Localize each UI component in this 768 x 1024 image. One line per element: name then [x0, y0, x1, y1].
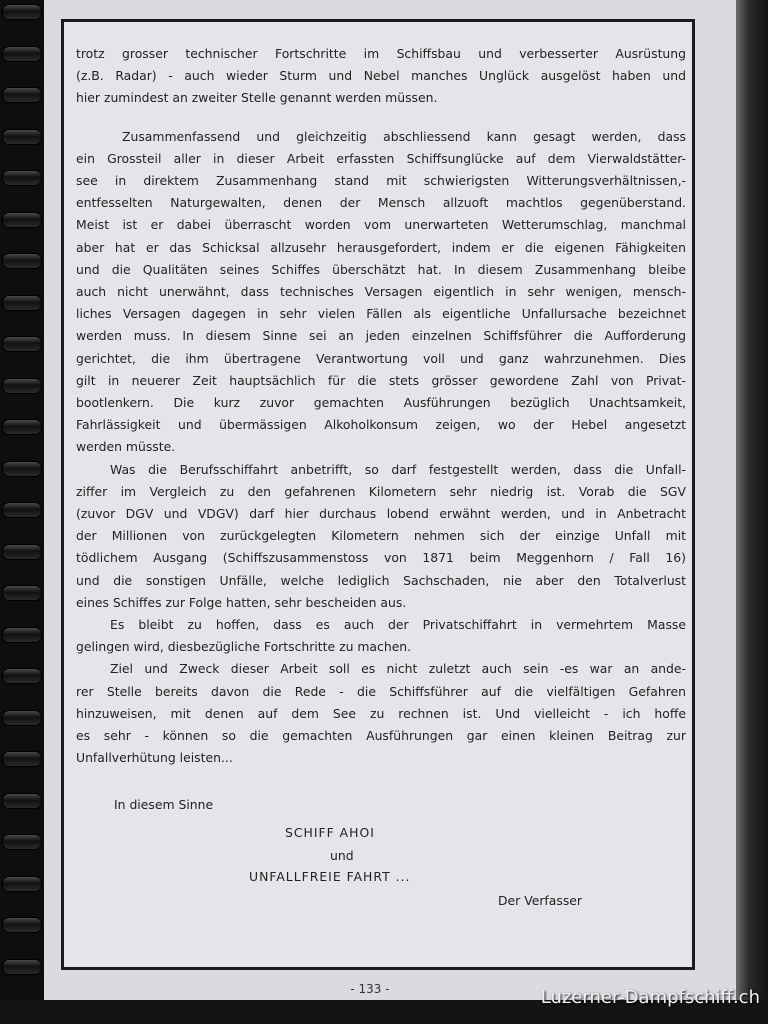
text-line: ein Grossteil aller in dieser Arbeit erfassten Schiffsunglücke auf dem Vierwaldstätter- — [76, 150, 686, 166]
binding-ring — [2, 46, 42, 62]
binding-ring — [2, 212, 42, 228]
text-line: gerichtet, die ihm übertragene Verantwortung voll und ganz wahrzunehmen. Dies — [76, 350, 686, 366]
binding-ring — [2, 917, 42, 933]
paragraph-3 — [76, 459, 686, 614]
binding-ring — [2, 87, 42, 103]
signature: Der Verfasser — [498, 893, 583, 908]
text-line: rer Stelle bereits davon die Rede - die Schiffsführer auf die vielfältigen Gefahren — [76, 683, 686, 699]
page-number: - 133 - — [350, 982, 390, 996]
paragraph-1 — [76, 43, 686, 110]
text-line: gilt in neuerer Zeit hauptsächlich für die stets grösser gewordene Zahl von Privat- — [76, 372, 686, 388]
page-edge-shadow — [736, 0, 768, 1000]
text-line: ziffer im Vergleich zu den gefahrenen Kilometern sehr niedrig ist. Vorab die SGV — [76, 483, 686, 499]
text-line: aber hat er das Schicksal allzusehr herausgefordert, indem er die eigenen Fähigkeiten — [76, 239, 686, 255]
document-body — [76, 43, 686, 770]
binding-ring — [2, 295, 42, 311]
binding-ring — [2, 876, 42, 892]
text-line: der Millionen von zurückgelegten Kilometern nehmen sich der einzige Unfall mit — [76, 528, 686, 544]
text-line: eines Schiffes zur Folge hatten, sehr bescheiden aus. — [76, 594, 407, 610]
paragraph-2 — [76, 126, 686, 459]
paragraph-5 — [76, 658, 686, 769]
binding-ring — [2, 4, 42, 20]
binding-ring — [2, 959, 42, 975]
text-line: und die sonstigen Unfälle, welche lediglich Sachschaden, nie aber den Totalverlust — [76, 572, 686, 588]
text-line: (z.B. Radar) - auch wieder Sturm und Nebel manches Unglück ausgelöst haben und — [76, 68, 686, 84]
text-line: hinzuweisen, mit denen auf dem See zu rechnen ist. Und vielleicht - ich hoffe — [76, 705, 686, 721]
text-line: Fahrlässigkeit und übermässigen Alkoholkonsum zeigen, wo der Hebel angesetzt — [76, 417, 686, 433]
text-line: Ziel und Zweck dieser Arbeit soll es nicht zuletzt auch sein -es war an ande- — [110, 661, 686, 677]
paragraph-4 — [76, 614, 686, 658]
text-line: Es bleibt zu hoffen, dass es auch der Privatschiffahrt in vermehrtem Masse — [110, 617, 686, 633]
text-line: entfesselten Naturgewalten, denen der Mensch allzuoft machtlos gegenüberstand. — [76, 195, 686, 211]
closing-line-3: UNFALLFREIE FAHRT ... — [249, 869, 411, 884]
text-line: bootlenkern. Die kurz zuvor gemachten Ausführungen bezüglich Unachtsamkeit, — [76, 395, 686, 411]
text-line: trotz grosser technischer Fortschritte im Schiffsbau und verbesserter Ausrüstung — [76, 46, 686, 61]
text-line: es sehr - können so die gemachten Ausführungen gar einen kleinen Beitrag zur — [76, 728, 686, 744]
text-line: tödlichem Ausgang (Schiffszusammenstoss von 1871 beim Meggenhorn / Fall 16) — [76, 550, 686, 566]
text-line: Was die Berufsschiffahrt anbetrifft, so darf festgestellt werden, dass die Unfall- — [110, 461, 686, 477]
watermark: Luzerner-Dampfschiff.ch — [540, 987, 760, 1008]
binding-ring — [2, 793, 42, 809]
binding-ring — [2, 419, 42, 435]
binding-ring — [2, 710, 42, 726]
text-line: liches Versagen dagegen in sehr vielen Fällen als eigentliche Unfallursache bezeichnet — [76, 306, 686, 322]
text-line: Zusammenfassend und gleichzeitig abschliessend kann gesagt werden, dass — [122, 128, 686, 144]
binding-ring — [2, 834, 42, 850]
text-line: Unfallverhütung leisten... — [76, 750, 233, 766]
text-line: werden muss. In diesem Sinne sei an jeden einzelnen Schiffsführer die Aufforderung — [76, 328, 686, 344]
text-line: und die Qualitäten seines Schiffes überschätzt hat. In diesem Zusammenhang bleibe — [76, 261, 686, 277]
closing-line-1: SCHIFF AHOI — [285, 825, 375, 840]
binding-ring — [2, 336, 42, 352]
text-line: Meist ist er dabei überrascht worden vom unerwarteten Wetterumschlag, manchmal — [76, 217, 686, 233]
binding-ring — [2, 129, 42, 145]
binding-ring — [2, 751, 42, 767]
spiral-binding — [0, 0, 44, 1024]
closing-greeting: In diesem Sinne — [114, 797, 214, 812]
binding-ring — [2, 544, 42, 560]
binding-ring — [2, 170, 42, 186]
binding-ring — [2, 461, 42, 477]
text-line: see in direktem Zusammenhang stand mit schwierigsten Witterungsverhältnissen,- — [76, 173, 686, 189]
binding-ring — [2, 378, 42, 394]
text-line: werden müsste. — [76, 439, 176, 455]
binding-ring — [2, 502, 42, 518]
binding-ring — [2, 668, 42, 684]
text-line: (zuvor DGV und VDGV) darf hier durchaus lobend erwähnt werden, und in Anbetracht — [76, 506, 686, 522]
text-line: hier zumindest an zweiter Stelle genannt werden müssen. — [76, 90, 438, 106]
binding-ring — [2, 585, 42, 601]
text-line: gelingen wird, diesbezügliche Fortschritte zu machen. — [76, 639, 412, 655]
text-line: auch nicht unerwähnt, dass technisches Versagen eigentlich in sehr wenigen, mensch- — [76, 284, 686, 300]
binding-ring — [2, 253, 42, 269]
closing-line-2: und — [330, 848, 354, 863]
binding-ring — [2, 627, 42, 643]
